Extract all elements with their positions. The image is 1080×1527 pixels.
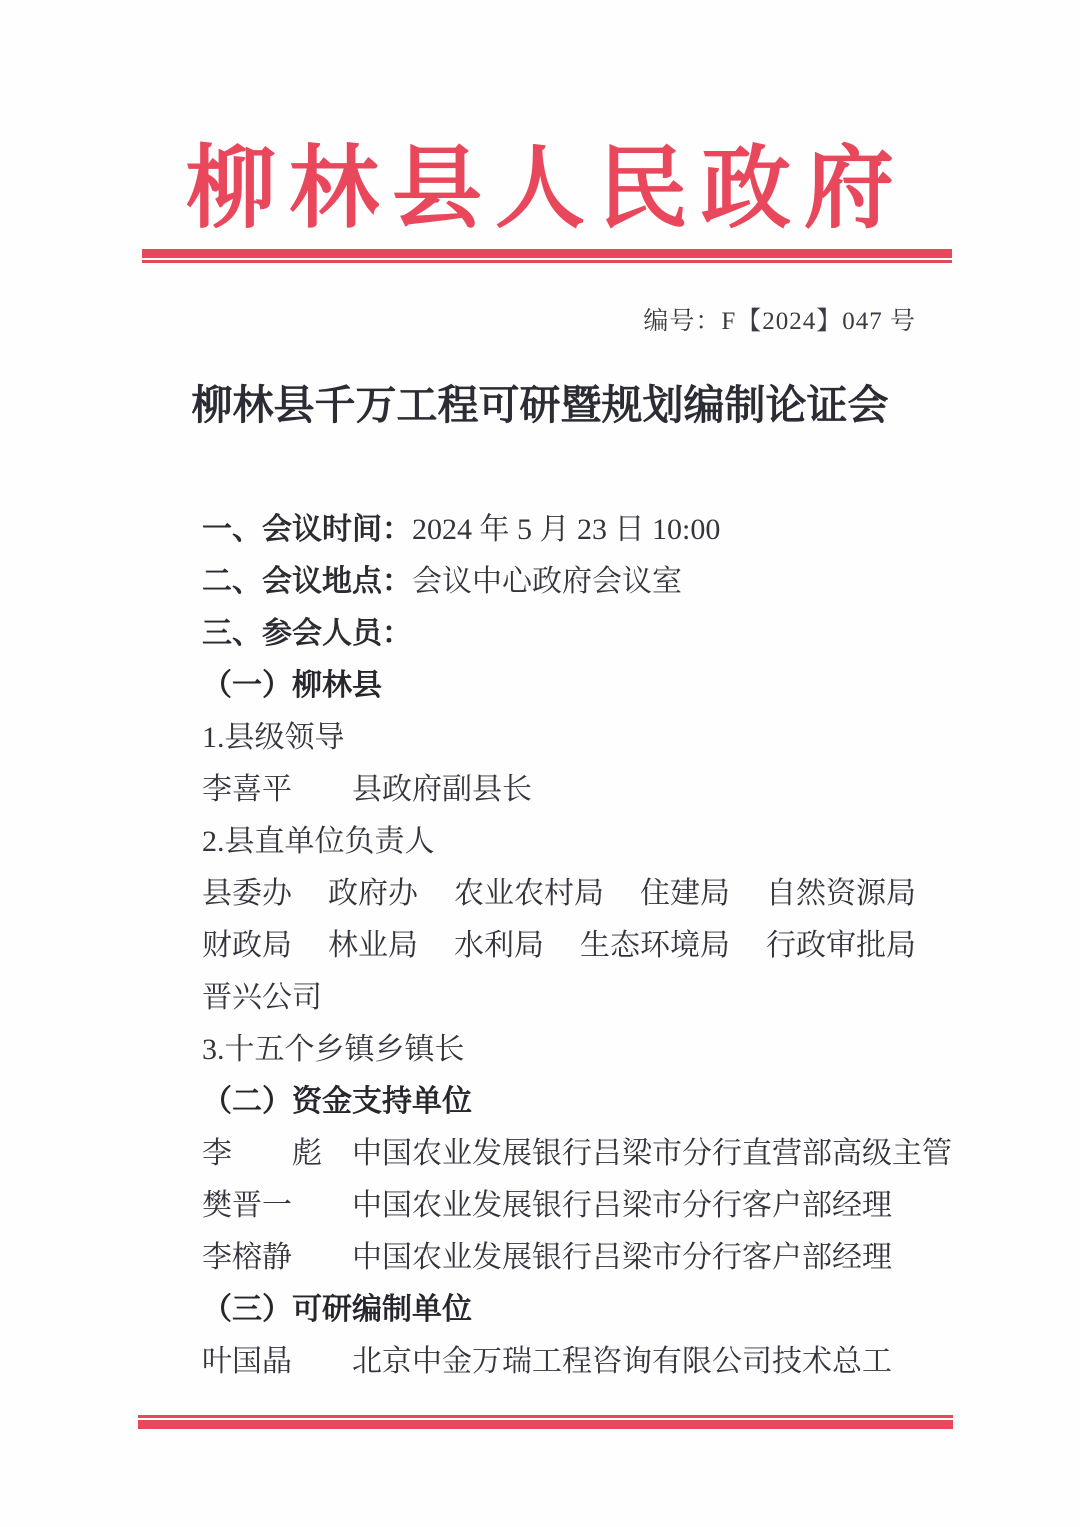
funder-row <box>202 1124 960 1176</box>
unit-item: 水利局 <box>454 929 544 962</box>
attendees-label: 三、参会人员： <box>202 617 412 650</box>
meeting-place-label: 二、会议地点： <box>202 565 412 598</box>
person-role: 县政府副县长 <box>352 773 532 806</box>
section1-heading: （一）柳林县 <box>202 669 382 702</box>
footer-divider-thick-line <box>138 1420 953 1429</box>
unit-item: 财政局 <box>202 929 292 962</box>
header-divider-thick-line <box>142 249 952 258</box>
section1-sub1: 1.县级领导 <box>202 721 345 754</box>
person-name: 李榕静 <box>202 1241 292 1274</box>
units-row-3: 晋兴公司 <box>202 981 322 1014</box>
document-title: 柳林县千万工程可研暨规划编制论证会 <box>191 382 889 428</box>
attendees-line <box>202 604 960 656</box>
unit-item: 林业局 <box>328 929 418 962</box>
meeting-time-value: 2024 年 5 月 23 日 10:00 <box>412 513 721 546</box>
leader-row <box>202 760 960 812</box>
doc-number: 编号：F【2024】047 号 <box>643 308 916 335</box>
meeting-time-line <box>202 500 960 552</box>
units-row-2 <box>202 916 960 968</box>
section3-heading: （三）可研编制单位 <box>202 1293 472 1326</box>
org-name: 柳林县人民政府 <box>186 140 907 239</box>
person-name: 叶国晶 <box>202 1345 292 1378</box>
funder-row <box>202 1176 960 1228</box>
units-row-1 <box>202 864 960 916</box>
person-role: 中国农业发展银行吕梁市分行客户部经理 <box>352 1189 892 1222</box>
person-role: 中国农业发展银行吕梁市分行客户部经理 <box>352 1241 892 1274</box>
person-name: 李喜平 <box>202 773 292 806</box>
meeting-place-line <box>202 552 960 604</box>
unit-item: 行政审批局 <box>766 929 916 962</box>
header-divider-thin-line <box>142 260 952 263</box>
funder-row <box>202 1228 960 1280</box>
person-name: 樊晋一 <box>202 1189 292 1222</box>
unit-item: 农业农村局 <box>454 877 604 910</box>
person-name: 李 彪 <box>202 1137 322 1170</box>
meeting-place-value: 会议中心政府会议室 <box>412 565 682 598</box>
unit-item: 自然资源局 <box>766 877 916 910</box>
unit-item: 生态环境局 <box>580 929 730 962</box>
header-divider <box>142 249 952 263</box>
document-body <box>202 500 960 1384</box>
unit-item: 住建局 <box>640 877 730 910</box>
person-role: 中国农业发展银行吕梁市分行直营部高级主管 <box>352 1137 952 1170</box>
compiler-row <box>202 1332 960 1384</box>
section2-heading: （二）资金支持单位 <box>202 1085 472 1118</box>
footer-divider <box>138 1415 953 1429</box>
section1-sub2: 2.县直单位负责人 <box>202 825 435 858</box>
unit-item: 县委办 <box>202 877 292 910</box>
unit-item: 政府办 <box>328 877 418 910</box>
person-role: 北京中金万瑞工程咨询有限公司技术总工 <box>352 1345 892 1378</box>
meeting-time-label: 一、会议时间： <box>202 513 412 546</box>
section1-sub3: 3.十五个乡镇乡镇长 <box>202 1033 465 1066</box>
